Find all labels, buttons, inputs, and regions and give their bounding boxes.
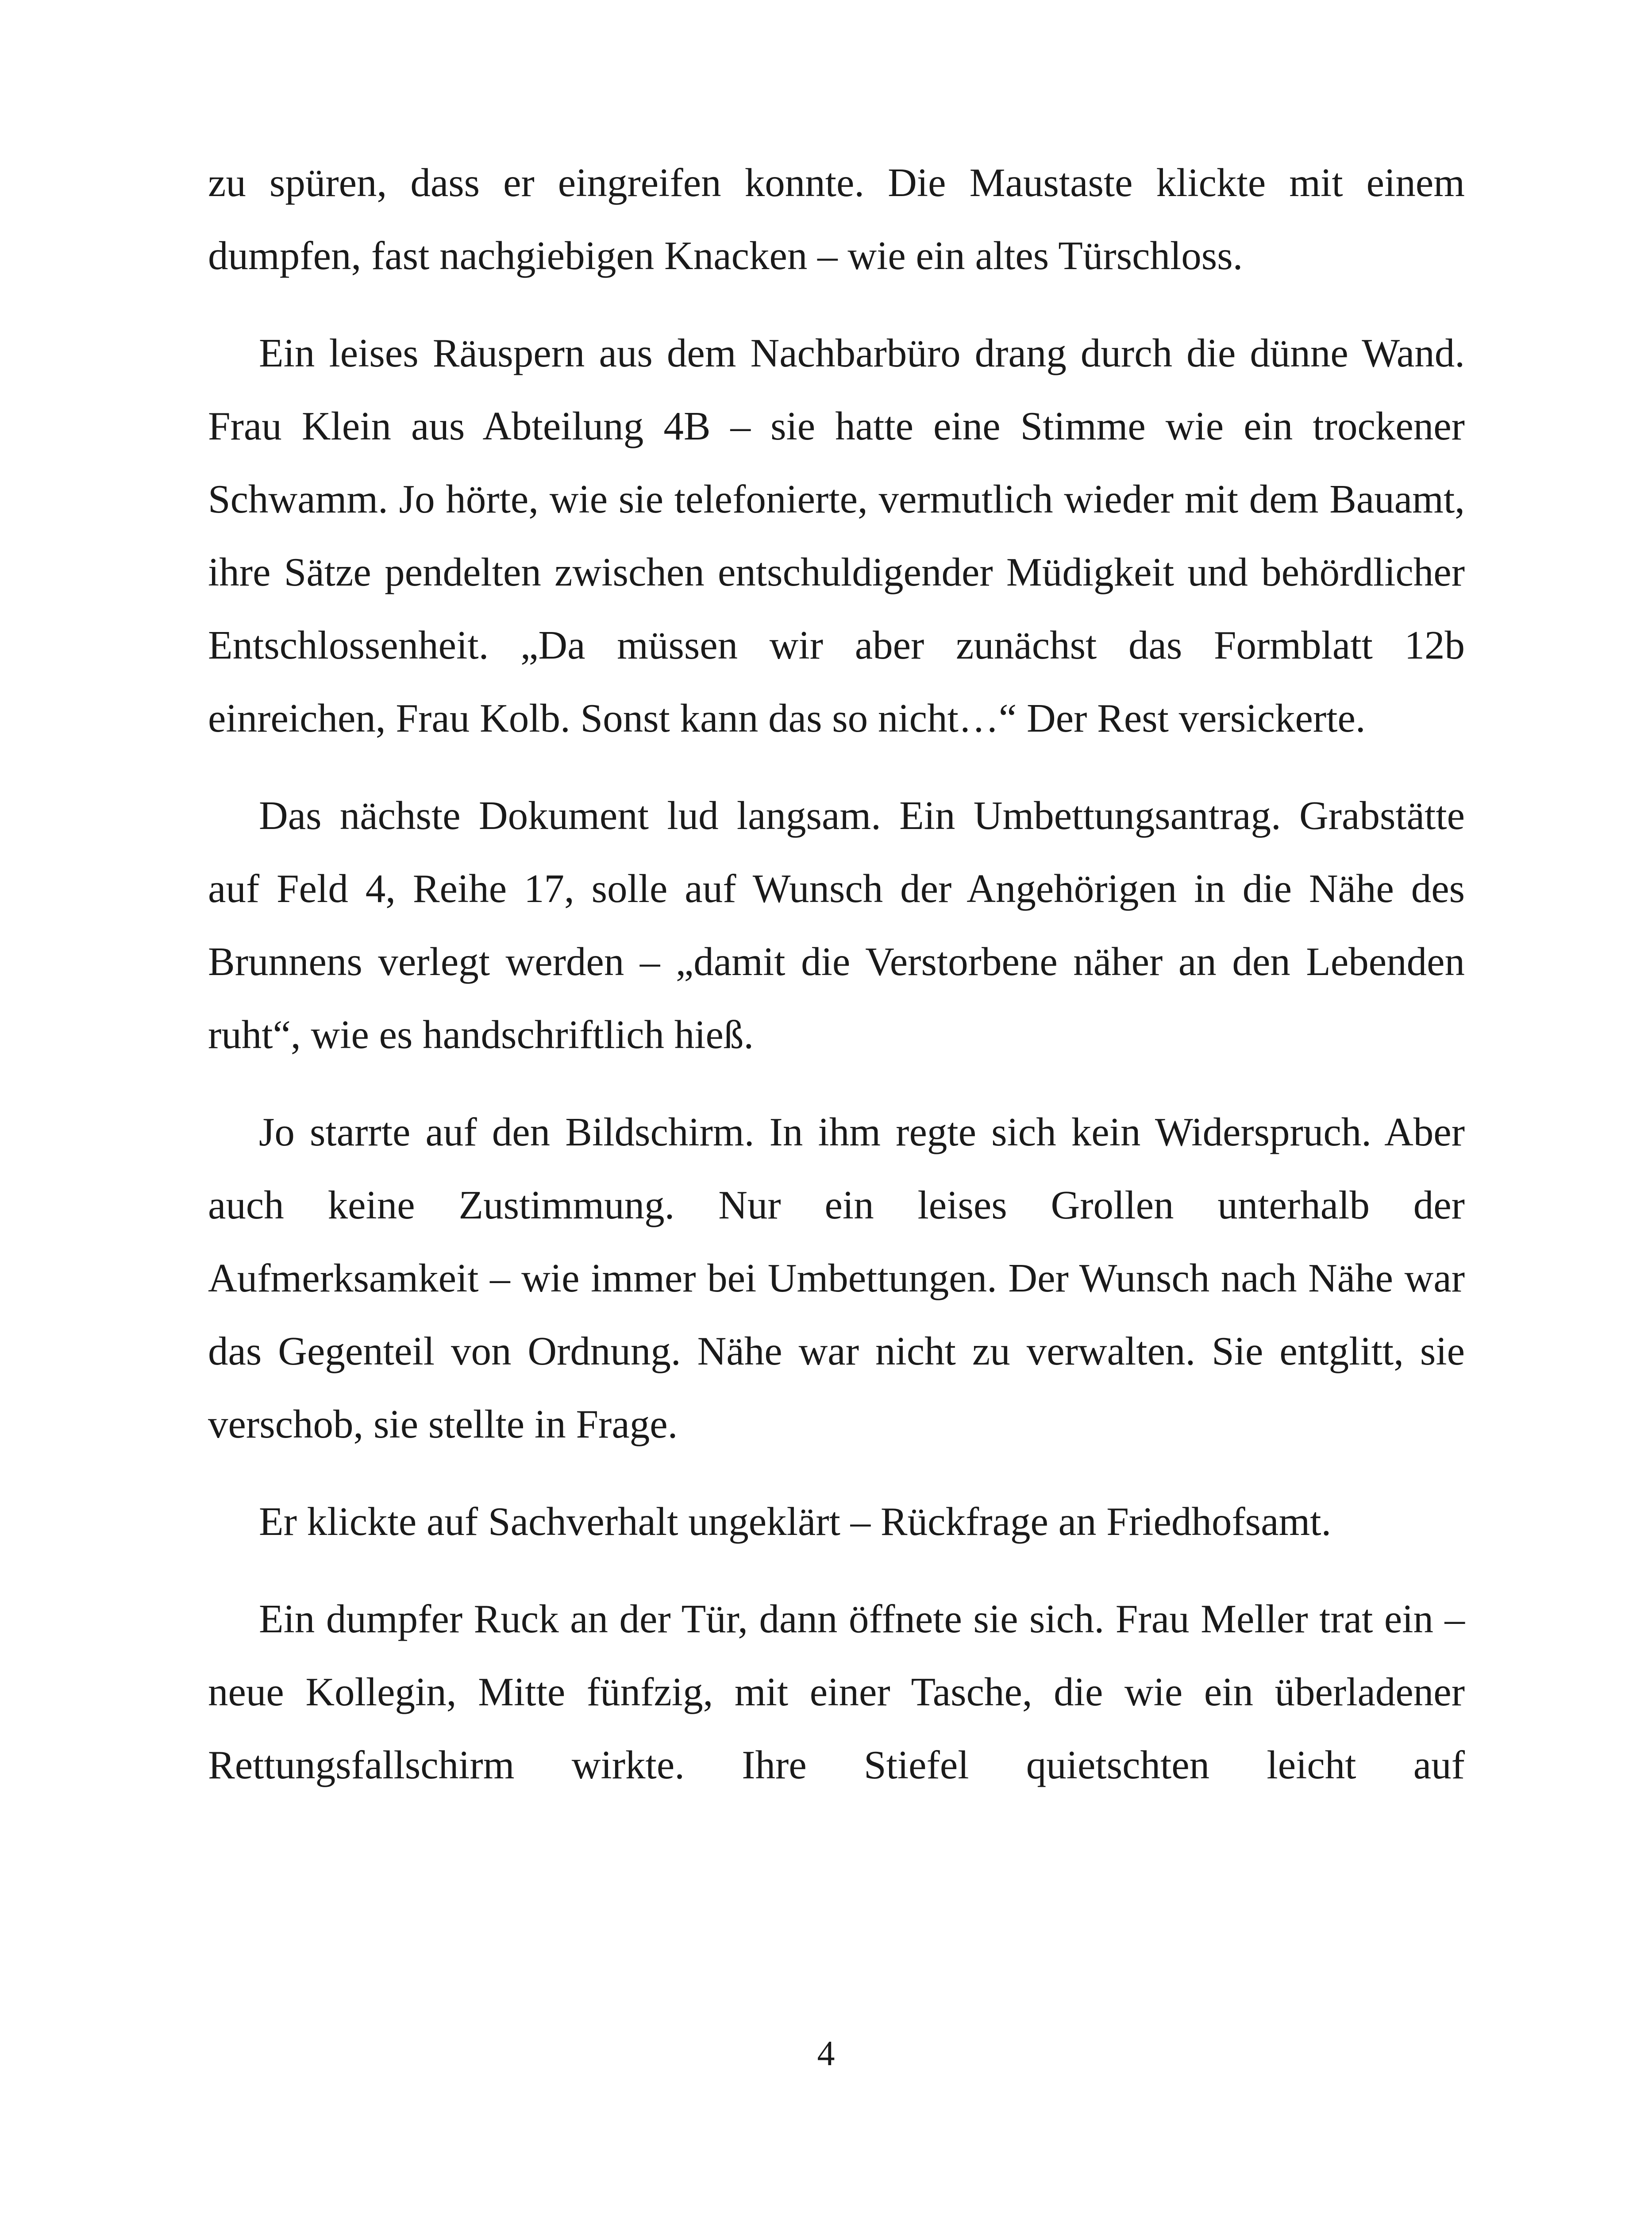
paragraph-5: Er klickte auf Sachverhalt ungeklärt – Rückfrage an Friedhofsamt. xyxy=(259,1499,1332,1544)
paragraph-3: Das nächste Dokument lud langsam. Ein Umbettungsantrag. Grabstätte auf Feld 4, Reihe 17, solle auf Wunsch der Angehörigen in die Nähe des Brunnens verlegt werden – „damit die Verstorbene näher an den Lebenden ruht“, wie es handschriftlich hieß. xyxy=(208,793,1465,1057)
page-number: 4 xyxy=(817,2034,835,2073)
paragraph-1: zu spüren, dass er eingreifen konnte. Die Maustaste klickte mit einem dumpfen, fast nachgiebigen Knacken – wie ein altes Türschloss. xyxy=(208,160,1465,278)
paragraph-4: Jo starrte auf den Bildschirm. In ihm regte sich kein Widerspruch. Aber auch keine Zustimmung. Nur ein leises Grollen unterhalb der Aufmerksamkeit – wie immer bei Umbettungen. Der Wunsch nach Nähe war das Gegenteil von Ordnung. Nähe war nicht zu verwalten. Sie entglitt, sie verschob, sie stellte in Frage. xyxy=(208,1110,1465,1446)
paragraph-2: Ein leises Räuspern aus dem Nachbarbüro drang durch die dünne Wand. Frau Klein aus Abteilung 4B – sie hatte eine Stimme wie ein trockener Schwamm. Jo hörte, wie sie telefonierte, vermutlich wieder mit dem Bauamt, ihre Sätze pendelten zwischen entschuldigender Müdigkeit und behördlicher Entschlossenheit. „Da müssen wir aber zunächst das Formblatt 12b einreichen, Frau Kolb. Sonst kann das so nicht…“ Der Rest versickerte. xyxy=(208,331,1465,740)
body-text xyxy=(208,146,1465,1801)
paragraph-6: Ein dumpfer Ruck an der Tür, dann öffnete sie sich. Frau Meller trat ein – neue Kollegin, Mitte fünfzig, mit einer Tasche, die wie ein überladener Rettungsfallschirm wirkte. Ihre Stiefel quietschten leicht auf xyxy=(208,1596,1465,1787)
